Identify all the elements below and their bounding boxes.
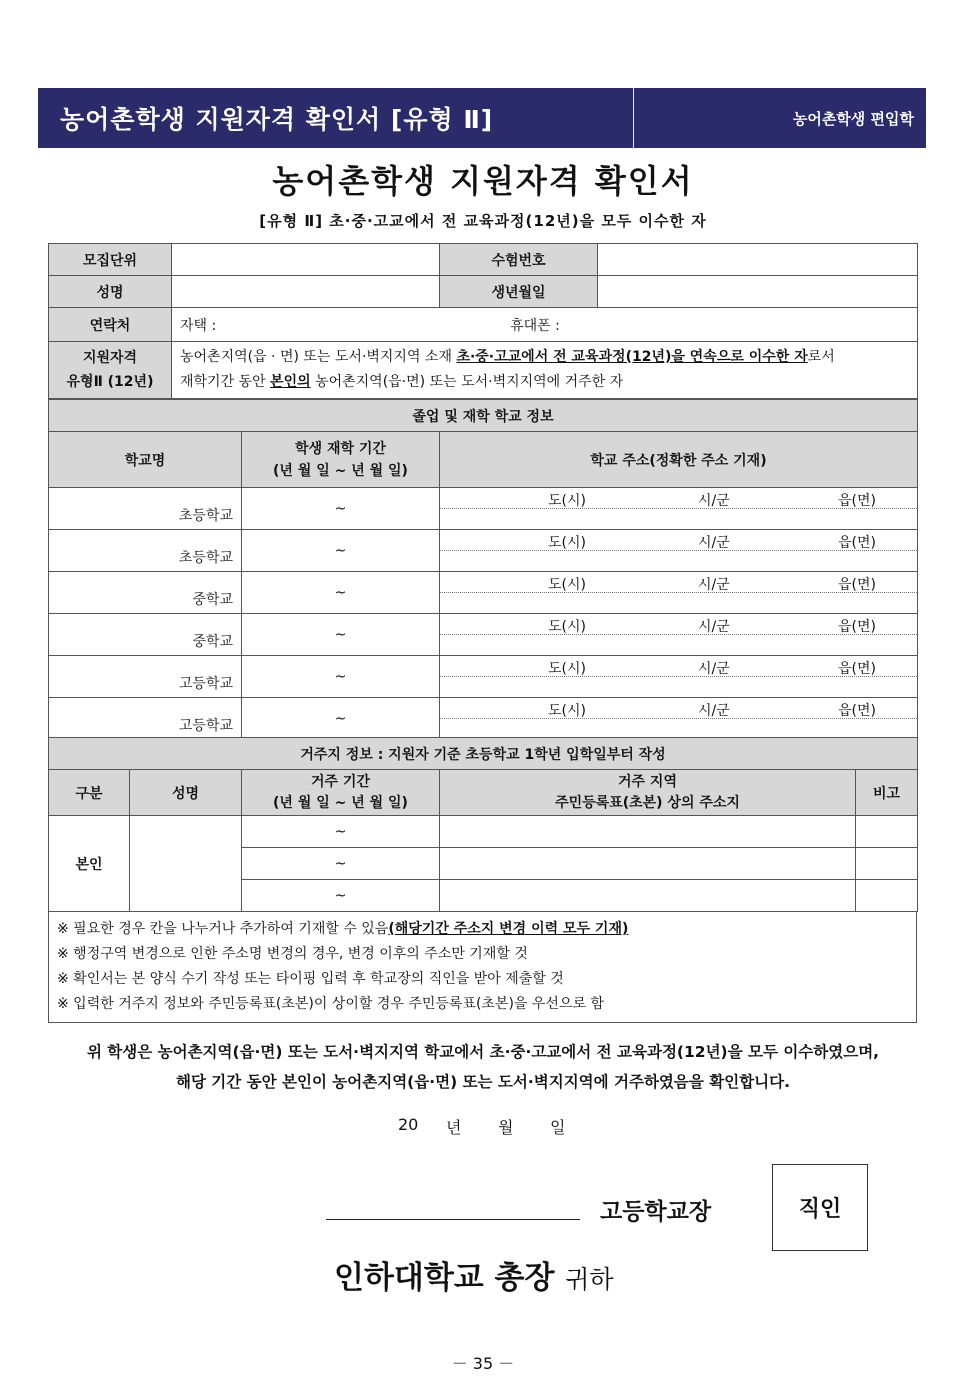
- residence-type-header: 구분: [49, 770, 130, 816]
- statement-line1: 위 학생은 농어촌지역(읍·면) 또는 도서·벽지지역 학교에서 초·중·고교에서 전 교육과정(12년)을 모두 이수하였으며,: [86, 1043, 880, 1061]
- name-label: 성명: [49, 276, 172, 308]
- page-title: 농어촌학생 지원자격 확인서: [272, 162, 694, 200]
- school-name: 중학교: [49, 572, 242, 614]
- qualification-text: [172, 342, 918, 399]
- header-divider: [633, 88, 634, 148]
- residence-period-header: [242, 770, 440, 816]
- school-row: [49, 656, 918, 698]
- contact-field[interactable]: [172, 308, 918, 342]
- residence-note-field[interactable]: [856, 816, 918, 848]
- page-subtitle: [유형 Ⅱ] 초·중·고교에서 전 교육과정(12년)을 모두 이수한 자: [259, 212, 707, 230]
- school-address[interactable]: [440, 698, 918, 740]
- school-period[interactable]: ~: [242, 656, 440, 698]
- header-category: 농어촌학생 편입학: [792, 109, 914, 128]
- date-month-unit: 월: [498, 1118, 514, 1137]
- home-phone-label: 자택 :: [180, 317, 217, 334]
- residence-period-header-line2: (년 월 일 ~ 년 월 일): [273, 794, 408, 811]
- addr-si: 시/군: [698, 577, 730, 593]
- birthdate-field[interactable]: [598, 276, 918, 308]
- mobile-label: 휴대폰 :: [510, 317, 560, 334]
- qual-text-2c: 농어촌지역(읍·면) 또는 도서·벽지지역에 거주한 자: [310, 374, 624, 390]
- school-row: [49, 572, 918, 614]
- school-period[interactable]: ~: [242, 572, 440, 614]
- school-period[interactable]: ~: [242, 614, 440, 656]
- qual-text-1b: 초·중·고교에서 전 교육과정(12년)을 연속으로 이수한 자: [456, 349, 808, 365]
- residence-area-field[interactable]: [440, 848, 856, 880]
- qualification-label-line2: 유형Ⅱ (12년): [66, 374, 154, 390]
- exam-number-field[interactable]: [598, 244, 918, 276]
- school-row: [49, 698, 918, 740]
- addr-do: 도(시): [548, 577, 586, 593]
- school-period[interactable]: ~: [242, 488, 440, 530]
- residence-period-field[interactable]: ~: [242, 848, 440, 880]
- school-address[interactable]: [440, 530, 918, 572]
- school-address[interactable]: [440, 488, 918, 530]
- addr-si: 시/군: [698, 535, 730, 551]
- qual-text-2b: 본인의: [270, 374, 311, 390]
- seal-label: 직인: [798, 1197, 842, 1222]
- note-1: ※ 필요한 경우 칸을 나누거나 추가하여 기재할 수 있음: [57, 921, 389, 937]
- residence-table: [48, 737, 918, 912]
- addr-si: 시/군: [698, 619, 730, 635]
- principal-title: 고등학교장: [600, 1199, 712, 1225]
- qualification-label-line1: 지원자격: [82, 350, 138, 366]
- addr-do: 도(시): [548, 703, 586, 719]
- note-3: ※ 확인서는 본 양식 수기 작성 또는 타이핑 입력 후 학교장의 직인을 받아 제출할 것: [57, 971, 564, 987]
- school-table: [48, 399, 918, 740]
- note-4: ※ 입력한 거주지 정보와 주민등록표(초본)이 상이할 경우 주민등록표(초본)을 우선으로 함: [57, 996, 604, 1012]
- residence-area-field[interactable]: [440, 816, 856, 848]
- addr-si: 시/군: [698, 661, 730, 677]
- residence-period-header-line1: 거주 기간: [311, 773, 370, 790]
- addr-eup: 읍(면): [838, 535, 876, 551]
- exam-number-label: 수험번호: [440, 244, 598, 276]
- applicant-table: [48, 243, 918, 399]
- addr-do: 도(시): [548, 535, 586, 551]
- school-period-header: [242, 432, 440, 488]
- residence-note-field[interactable]: [856, 848, 918, 880]
- date-year-unit: 년: [446, 1118, 462, 1137]
- addressee-name: 인하대학교 총장: [334, 1260, 555, 1296]
- residence-period-field[interactable]: ~: [242, 816, 440, 848]
- qualification-label: [49, 342, 172, 399]
- school-name: 고등학교: [49, 656, 242, 698]
- residence-period-field[interactable]: ~: [242, 880, 440, 912]
- school-address[interactable]: [440, 614, 918, 656]
- addressee-suffix: 귀하: [565, 1265, 614, 1294]
- addr-eup: 읍(면): [838, 661, 876, 677]
- school-address[interactable]: [440, 656, 918, 698]
- recruit-unit-field[interactable]: [172, 244, 440, 276]
- page-number: － 35 －: [451, 1354, 515, 1373]
- school-name: 고등학교: [49, 698, 242, 740]
- school-address-header: 학교 주소(정확한 주소 기재): [440, 432, 918, 488]
- notes-box: [48, 911, 917, 1023]
- school-period[interactable]: ~: [242, 698, 440, 740]
- school-address[interactable]: [440, 572, 918, 614]
- addr-si: 시/군: [698, 493, 730, 509]
- residence-note-header: 비고: [856, 770, 918, 816]
- school-section-title: 졸업 및 재학 학교 정보: [49, 400, 918, 432]
- date-year: 20: [398, 1115, 419, 1134]
- addr-do: 도(시): [548, 493, 586, 509]
- official-seal-box: [772, 1164, 868, 1251]
- addr-do: 도(시): [548, 661, 586, 677]
- addr-do: 도(시): [548, 619, 586, 635]
- residence-area-header-line2: 주민등록표(초본) 상의 주소지: [555, 794, 740, 811]
- addr-eup: 읍(면): [838, 619, 876, 635]
- residence-name-field[interactable]: [130, 816, 242, 912]
- qual-text-1a: 농어촌지역(읍 · 면) 또는 도서·벽지지역 소재: [180, 349, 457, 365]
- addr-eup: 읍(면): [838, 493, 876, 509]
- residence-area-field[interactable]: [440, 880, 856, 912]
- contact-label: 연락처: [49, 308, 172, 342]
- school-row: [49, 614, 918, 656]
- residence-area-header: [440, 770, 856, 816]
- school-period[interactable]: ~: [242, 530, 440, 572]
- birthdate-label: 생년월일: [440, 276, 598, 308]
- residence-area-header-line1: 거주 지역: [618, 773, 677, 790]
- school-period-header-line1: 학생 재학 기간: [295, 440, 386, 457]
- confirmation-statement: [0, 1037, 966, 1097]
- header-bar: [38, 88, 926, 148]
- school-name-header: 학교명: [49, 432, 242, 488]
- statement-line2: 해당 기간 동안 본인이 농어촌지역(읍·면) 또는 도서·벽지지역에 거주하였음을 확인합니다.: [175, 1073, 791, 1091]
- residence-section-title: 거주지 정보 : 지원자 기준 초등학교 1학년 입학일부터 작성: [49, 738, 918, 770]
- addr-eup: 읍(면): [838, 577, 876, 593]
- school-name: 중학교: [49, 614, 242, 656]
- note-1-emphasis: (해당기간 주소지 변경 이력 모두 기재): [388, 921, 629, 937]
- residence-note-field[interactable]: [856, 880, 918, 912]
- qual-text-2a: 재학기간 동안: [180, 374, 271, 390]
- recruit-unit-label: 모집단위: [49, 244, 172, 276]
- addr-eup: 읍(면): [838, 703, 876, 719]
- school-name: 초등학교: [49, 488, 242, 530]
- residence-self-label: 본인: [49, 816, 130, 912]
- header-title: 농어촌학생 지원자격 확인서 [유형 Ⅱ]: [60, 105, 494, 134]
- qual-text-1c: 로서: [807, 349, 835, 365]
- date-day-unit: 일: [550, 1118, 566, 1137]
- school-name-signature-line[interactable]: [326, 1219, 580, 1220]
- school-row: [49, 488, 918, 530]
- addr-si: 시/군: [698, 703, 730, 719]
- school-row: [49, 530, 918, 572]
- school-period-header-line2: (년 월 일 ~ 년 월 일): [273, 462, 408, 479]
- school-name: 초등학교: [49, 530, 242, 572]
- name-field[interactable]: [172, 276, 440, 308]
- addressee: [334, 1252, 614, 1297]
- residence-name-header: 성명: [130, 770, 242, 816]
- note-2: ※ 행정구역 변경으로 인한 주소명 변경의 경우, 변경 이후의 주소만 기재할 것: [57, 946, 528, 962]
